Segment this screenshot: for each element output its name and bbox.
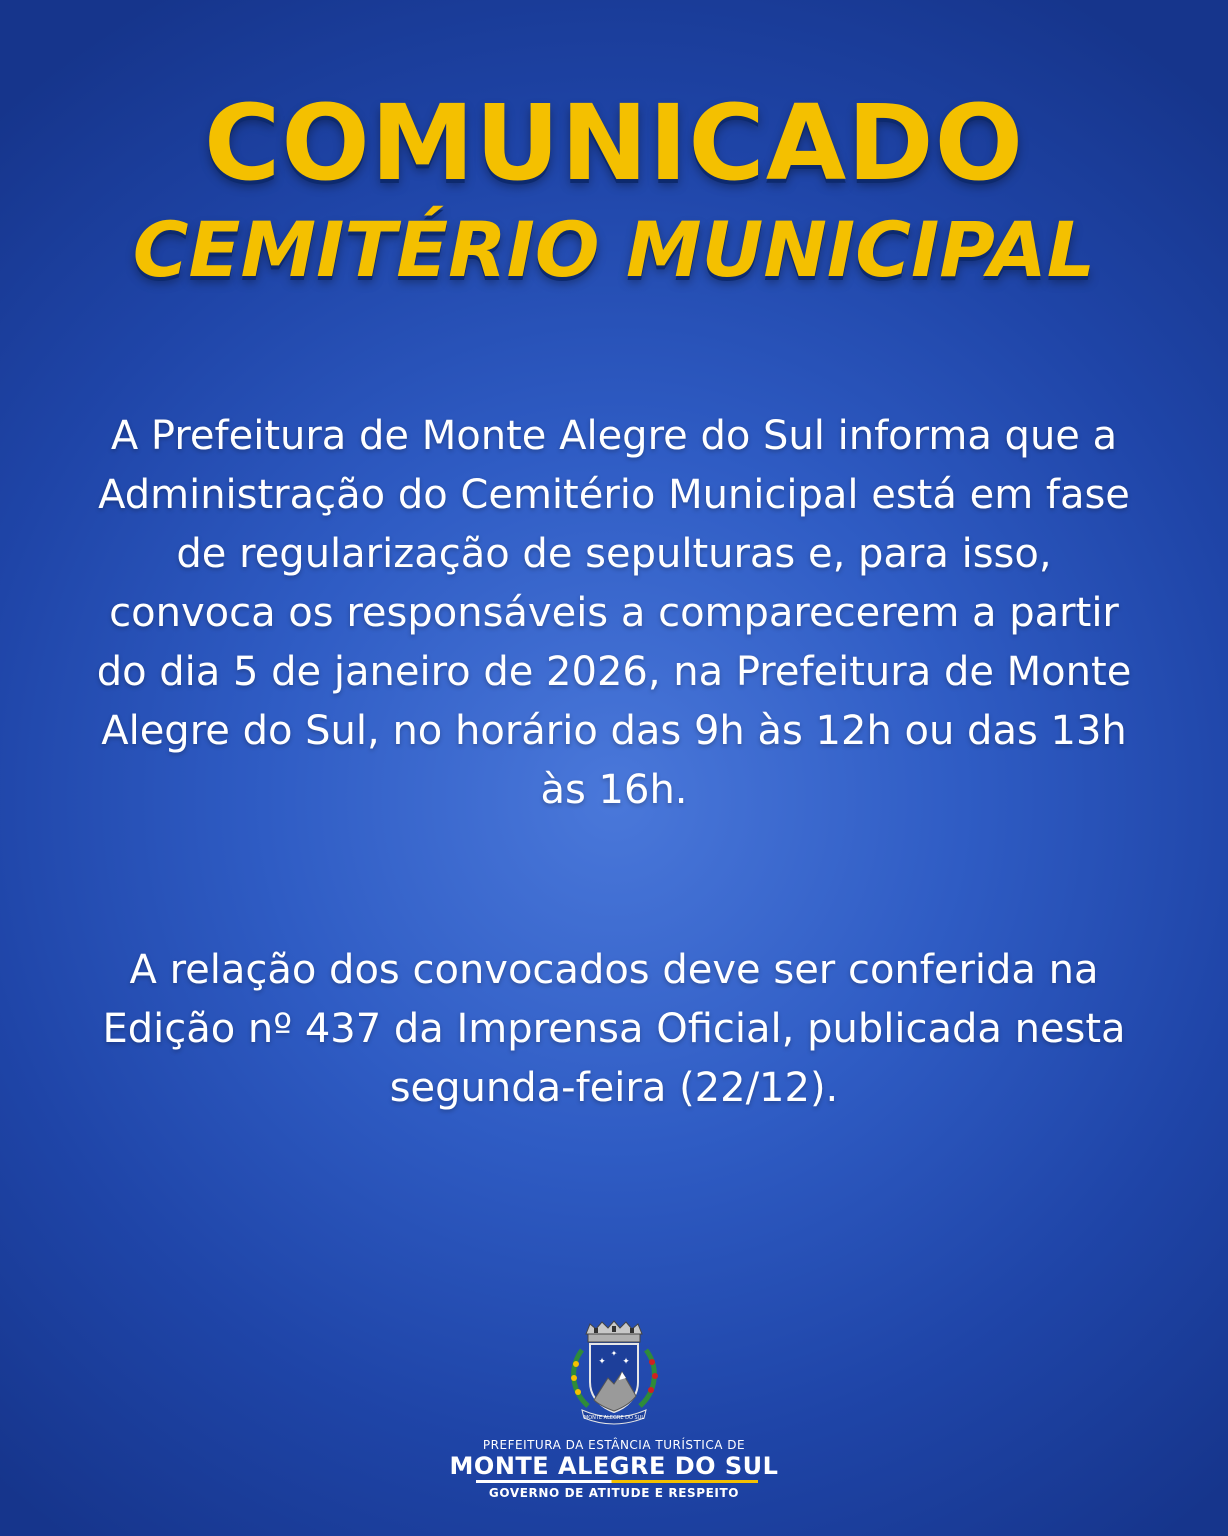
coat-of-arms-icon <box>564 1320 664 1425</box>
svg-text:✦: ✦ <box>610 1349 618 1358</box>
page-subtitle: CEMITÉRIO MUNICIPAL <box>132 205 1096 294</box>
announcement-paragraph-2: A relação dos convocados deve ser conferida na Edição nº 437 da Imprensa Oficial, publicada nesta segunda-feira (22/12). <box>102 947 1126 1111</box>
footer-top-line: PREFEITURA DA ESTÂNCIA TURÍSTICA DE <box>482 1438 746 1452</box>
svg-text:✦: ✦ <box>598 1357 606 1367</box>
footer-divider <box>476 1480 758 1483</box>
footer-municipality-name: MONTE ALEGRE DO SUL <box>449 1452 779 1480</box>
footer-slogan: GOVERNO DE ATITUDE E RESPEITO <box>488 1486 740 1500</box>
logo-ribbon-text: MONTE ALEGRE DO SUL <box>583 1415 645 1421</box>
announcement-paragraph-1: A Prefeitura de Monte Alegre do Sul informa que a Administração do Cemitério Municipal está em fase de regularização de sepulturas e, para isso, convoca os responsáveis a comparecerem a partir do dia 5 de janeiro de 2026, na Prefeitura de Monte Alegre do Sul, no horário das 9h às 12h ou das 13h às 16h. <box>96 413 1132 813</box>
page-title: COMUNICADO <box>204 82 1024 204</box>
svg-text:✦: ✦ <box>622 1357 630 1367</box>
